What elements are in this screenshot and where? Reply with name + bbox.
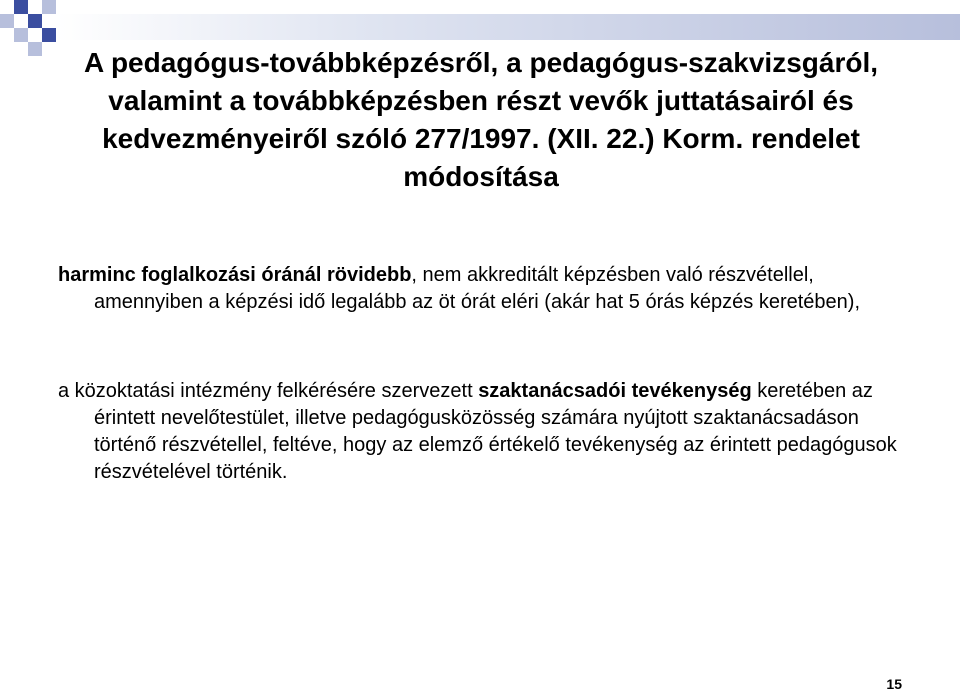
paragraph-2-bold: szaktanácsadói tevékenység (478, 380, 752, 402)
deco-square (28, 42, 42, 56)
paragraph-1-text: , nem akkreditált képzésben való részvétellel, amennyiben a képzési idő legalább az öt órát eléri (akár hat 5 órás képzés keretében), (94, 264, 861, 313)
page-number: 15 (886, 676, 902, 692)
deco-square (0, 14, 14, 28)
deco-square (42, 28, 56, 42)
paragraph-1 (58, 262, 908, 316)
deco-square (14, 28, 28, 42)
paragraph-2-text-before: a közoktatási intézmény felkérésére szervezett (58, 380, 479, 402)
deco-square (42, 0, 56, 14)
deco-square (14, 0, 28, 14)
gradient-bar (56, 14, 960, 40)
paragraph-2 (58, 378, 908, 486)
deco-square (28, 14, 42, 28)
slide-title: A pedagógus-továbbképzésről, a pedagógus-szakvizsgáról, valamint a továbbképzésben részt vevők juttatásairól és kedvezményeiről szóló 277/1997. (XII. 22.) Korm. rendelet módosítása (83, 47, 879, 192)
paragraph-1-bold: harminc foglalkozási óránál rövidebb (58, 264, 412, 286)
paragraph-2-text-after: keretében az érintett nevelőtestület, illetve pedagógusközösség számára nyújtott szaktanácsadáson történő részvétellel, feltéve, hogy az elemző értékelő tevékenység az érintett pedagógusok részvételével történik. (94, 380, 897, 483)
